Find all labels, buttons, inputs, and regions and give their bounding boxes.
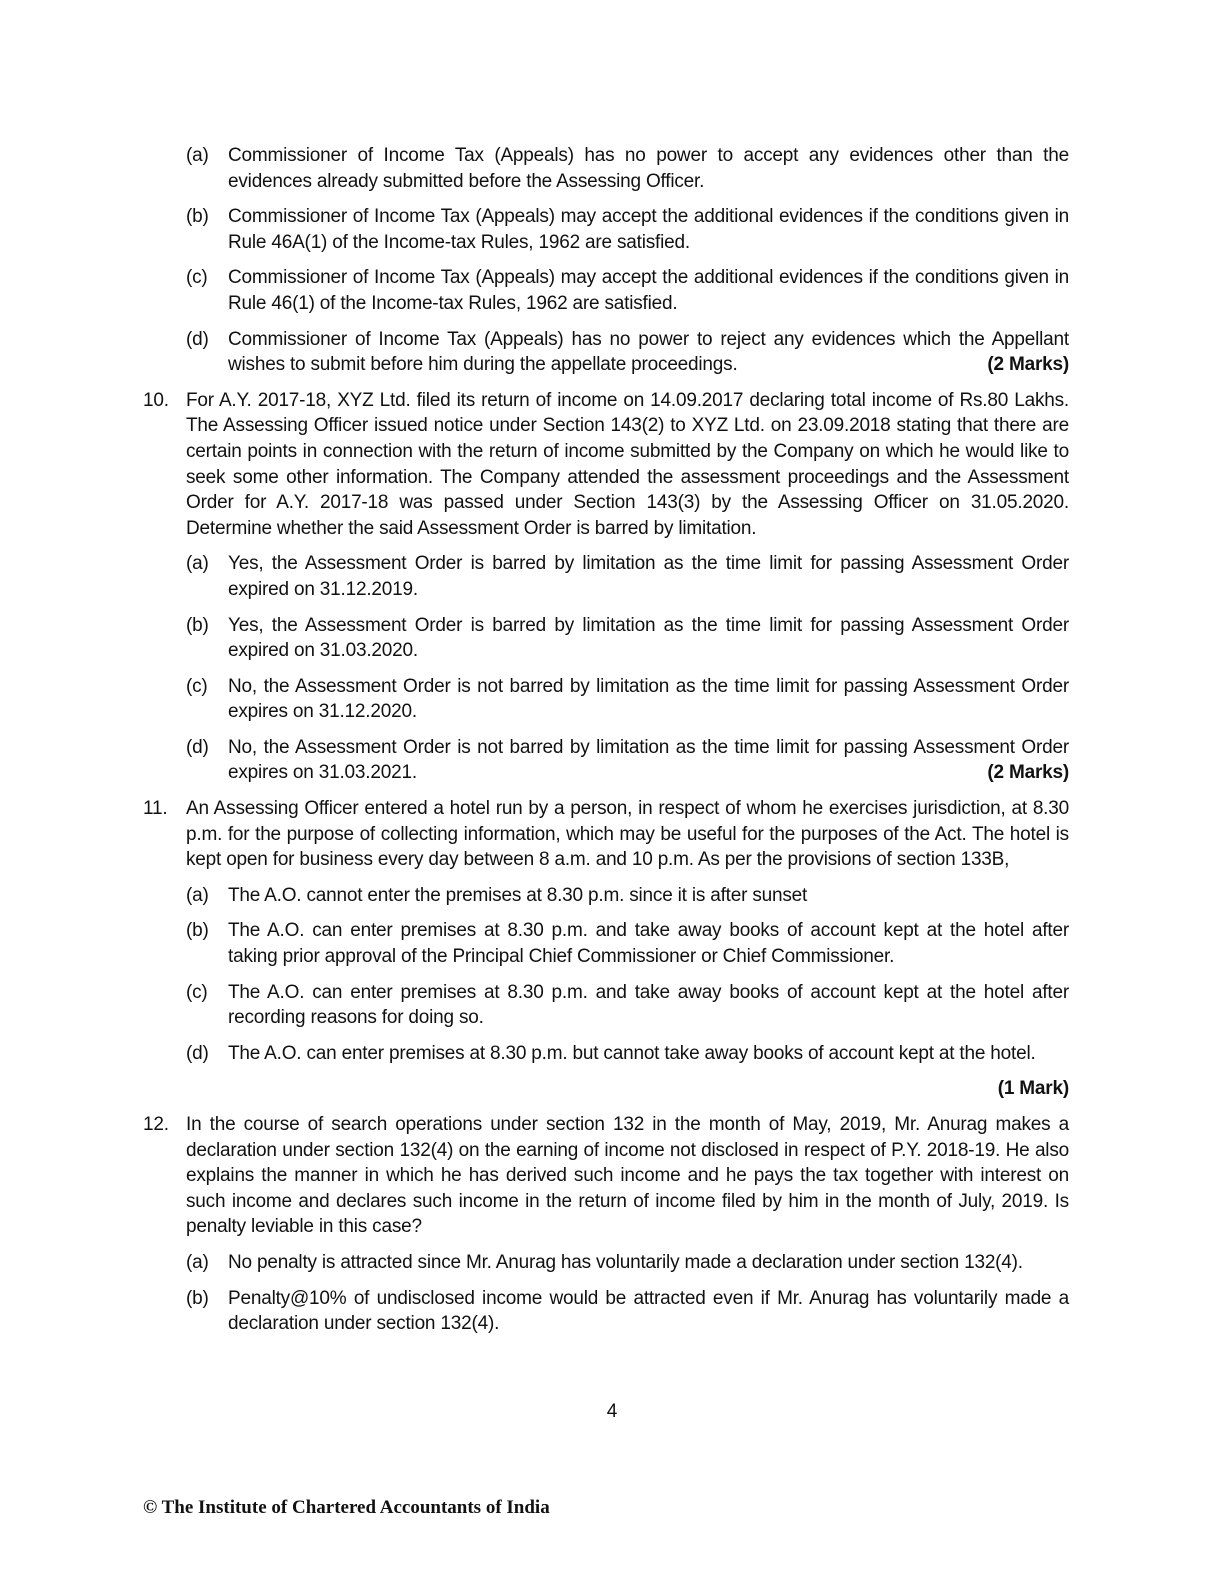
option-item — [186, 980, 1069, 1031]
question-12 — [143, 1112, 1069, 1240]
option-label: (c) — [186, 267, 208, 289]
question-text: An Assessing Officer entered a hotel run by a person, in respect of whom he exercises jurisdiction, at 8.30 p.m. for the purpose of collecting information, which may be useful for the purposes of the Act. The hotel is kept open for business every day between 8 a.m. and 10 p.m. As per the provisions of section 133B, — [186, 798, 1069, 871]
option-item — [186, 327, 1069, 378]
option-label: (a) — [186, 145, 209, 166]
option-text: The A.O. cannot enter the premises at 8.30 p.m. since it is after sunset — [228, 884, 808, 906]
option-text: Commissioner of Income Tax (Appeals) may accept the additional evidences if the conditions given in Rule 46(1) of the Income-tax Rules, 1962 are satisfied. — [228, 267, 1069, 314]
option-text-body: No, the Assessment Order is not barred by limitation as the time limit for passing Assessment Order expires on 31.03.2021. — [228, 736, 1069, 784]
option-text — [228, 327, 1069, 378]
marks-label: (2 Marks) — [987, 762, 1069, 784]
option-label: (b) — [186, 1287, 209, 1309]
option-item — [186, 204, 1069, 255]
option-item — [186, 143, 1069, 194]
option-item — [186, 674, 1069, 725]
question-11 — [143, 796, 1069, 873]
option-item — [186, 1041, 1069, 1067]
option-text: No, the Assessment Order is not barred by limitation as the time limit for passing Assessment Order expires on 31.12.2020. — [228, 675, 1069, 723]
option-label: (a) — [186, 553, 209, 575]
question-text: For A.Y. 2017-18, XYZ Ltd. filed its return of income on 14.09.2017 declaring total income of Rs.80 Lakhs. The Assessing Officer issued notice under Section 143(2) to XYZ Ltd. on 23.09.2018 stating that there are certain points in connection with the return of income submitted by the Company on which he would like to seek some other information. The Company attended the assessment proceedings and the Assessment Order for A.Y. 2017-18 was passed under Section 143(3) by the Assessing Officer on 31.05.2020. Determine whether the said Assessment Order is barred by limitation. — [186, 389, 1069, 539]
option-text: The A.O. can enter premises at 8.30 p.m. and take away books of account kept at the hotel after recording reasons for doing so. — [228, 981, 1069, 1029]
marks-label: (1 Mark) — [997, 1078, 1069, 1100]
option-item — [186, 1250, 1069, 1276]
option-label: (c) — [186, 981, 208, 1003]
option-text: Yes, the Assessment Order is barred by limitation as the time limit for passing Assessment Order expired on 31.12.2019. — [228, 553, 1069, 600]
option-label: (d) — [186, 736, 209, 758]
option-text-body: Commissioner of Income Tax (Appeals) has no power to reject any evidences which the Appellant wishes to submit before him during the appellate proceedings. — [228, 328, 1069, 376]
question-number: 12. — [143, 1114, 169, 1135]
option-text: Commissioner of Income Tax (Appeals) may accept the additional evidences if the conditions given in Rule 46A(1) of the Income-tax Rules, 1962 are satisfied. — [228, 206, 1069, 253]
option-item — [186, 613, 1069, 664]
option-item — [186, 1286, 1069, 1337]
option-label: (c) — [186, 675, 208, 697]
option-text: Commissioner of Income Tax (Appeals) has no power to accept any evidences other than the evidences already submitted before the Assessing Officer. — [228, 145, 1069, 192]
option-label: (b) — [186, 206, 209, 228]
option-item — [186, 735, 1069, 786]
option-text: Penalty@10% of undisclosed income would be attracted even if Mr. Anurag has voluntarily made a declaration under section 132(4). — [228, 1287, 1069, 1335]
option-label: (d) — [186, 328, 209, 350]
option-text: No penalty is attracted since Mr. Anurag has voluntarily made a declaration under section 132(4). — [228, 1251, 1023, 1273]
option-item — [186, 551, 1069, 602]
page-number: 4 — [606, 1401, 618, 1422]
option-label: (b) — [186, 614, 209, 636]
question-number: 11. — [143, 798, 168, 820]
option-item — [186, 883, 1069, 909]
question-text: In the course of search operations under section 132 in the month of May, 2019, Mr. Anurag makes a declaration under section 132(4) on the earning of income not disclosed in respect of P.Y. 2018-19. He also explains the manner in which he has derived such income and he pays the tax together with interest on such income and declares such income in the return of income filed by him in the month of July, 2019. Is penalty leviable in this case? — [186, 1114, 1069, 1238]
option-item — [186, 918, 1069, 969]
marks-label: (2 Marks) — [987, 354, 1069, 376]
option-text: The A.O. can enter premises at 8.30 p.m. and take away books of account kept at the hotel after taking prior approval of the Principal Chief Commissioner or Chief Commissioner. — [228, 920, 1069, 968]
option-item — [186, 265, 1069, 316]
question-10 — [143, 388, 1069, 542]
option-text — [228, 735, 1069, 786]
option-text: Yes, the Assessment Order is barred by limitation as the time limit for passing Assessment Order expired on 31.03.2020. — [228, 614, 1069, 662]
option-label: (b) — [186, 920, 209, 942]
question-number: 10. — [143, 389, 169, 411]
option-label: (d) — [186, 1042, 209, 1064]
page-content — [143, 143, 1069, 1347]
option-label: (a) — [186, 1251, 209, 1273]
option-text: The A.O. can enter premises at 8.30 p.m. but cannot take away books of account kept at the hotel. — [228, 1042, 1036, 1064]
option-label: (a) — [186, 884, 209, 906]
footer-copyright: © The Institute of Chartered Accountants of India — [143, 1497, 550, 1518]
